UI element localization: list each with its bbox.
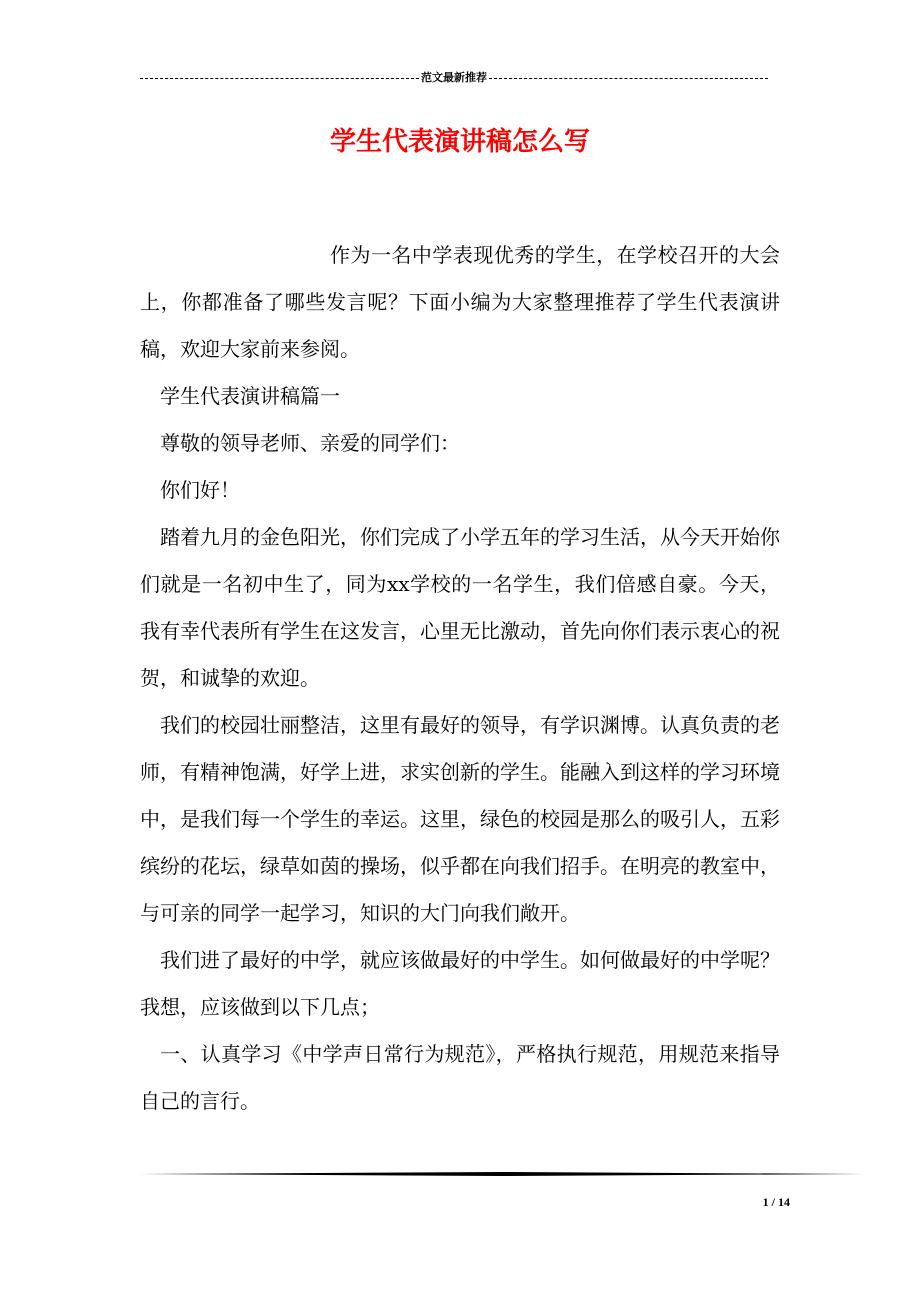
body-paragraph: 我们进了最好的中学，就应该做最好的中学生。如何做最好的中学呢？我想，应该做到以下几点； (140, 948, 780, 1019)
header-label: 范文最新推荐 (421, 71, 487, 84)
body-paragraph: 一、认真学习《中学声日常行为规范》，严格执行规范，用规范来指导自己的言行。 (140, 1042, 780, 1113)
header-dash-left (140, 78, 419, 79)
page-number: 1 / 14 (762, 1195, 790, 1209)
body-paragraph: 踏着九月的金色阳光，你们完成了小学五年的学习生活，从今天开始你们就是一名初中生了，同为xx学校的一名学生，我们倍感自豪。今天，我有幸代表所有学生在这发言，心里无比激动，首先向你们表示衷心的祝贺，和诚挚的欢迎。 (140, 525, 780, 690)
body-paragraph: 我们的校园壮丽整洁，这里有最好的领导，有学识渊博。认真负责的老师，有精神饱满，好学上进，求实创新的学生。能融入到这样的学习环境中，是我们每一个学生的幸运。这里，绿色的校园是那么的吸引人，五彩缤纷的花坛，绿草如茵的操场，似乎都在向我们招手。在明亮的教室中，与可亲的同学一起学习，知识的大门向我们敞开。 (140, 713, 780, 925)
footer-divider (140, 1172, 864, 1176)
header-dash-right (489, 78, 768, 79)
page-header (140, 70, 768, 86)
document-body (140, 232, 780, 1125)
intro-paragraph: 作为一名中学表现优秀的学生，在学校召开的大会上，你都准备了哪些发言呢？下面小编为大家整理推荐了学生代表演讲稿，欢迎大家前来参阅。 (140, 243, 780, 361)
salutation: 尊敬的领导老师、亲爱的同学们： (160, 431, 460, 455)
footer-divider-shape (140, 1172, 864, 1176)
greeting: 你们好！ (160, 478, 240, 502)
section-heading: 学生代表演讲稿篇一 (160, 384, 340, 408)
document-title: 学生代表演讲稿怎么写 (329, 127, 590, 157)
